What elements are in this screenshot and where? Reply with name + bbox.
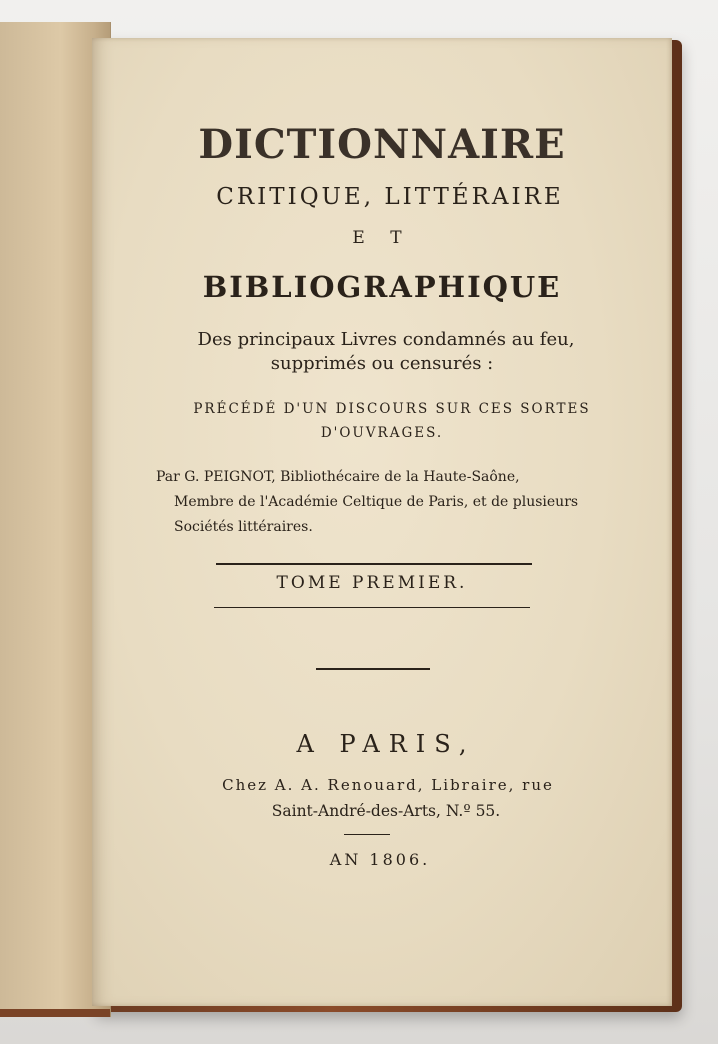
subtitle-line-1: CRITIQUE, LITTÉRAIRE	[216, 184, 564, 210]
conjunction: E T	[352, 228, 412, 248]
divider-rule	[344, 834, 390, 835]
publisher-line-1: Chez A. A. Renouard, Libraire, rue	[222, 776, 554, 794]
title-page	[92, 38, 672, 1006]
divider-rule	[214, 607, 530, 608]
description-line-2: supprimés ou censurés :	[270, 353, 494, 374]
publication-date: AN 1806.	[329, 850, 431, 869]
divider-rule	[316, 668, 430, 670]
preceded-line-2: D'OUVRAGES.	[320, 425, 444, 441]
preceded-line-1: PRÉCÉDÉ D'UN DISCOURS SUR CES SORTES	[193, 401, 591, 417]
subtitle-line-2: BIBLIOGRAPHIQUE	[202, 270, 562, 304]
description-line-1: Des principaux Livres condamnés au feu,	[197, 329, 575, 350]
book-title: DICTIONNAIRE	[198, 121, 566, 168]
publisher-line-2: Saint-André-des-Arts, N.º 55.	[271, 802, 501, 820]
author-line-1: Par G. PEIGNOT, Bibliothécaire de la Haute-Saône,	[156, 469, 520, 485]
author-line-2: Membre de l'Académie Celtique de Paris, et de plusieurs	[174, 494, 579, 510]
divider-rule	[216, 563, 532, 565]
volume-label: TOME PREMIER.	[276, 573, 468, 593]
publication-place: A PARIS,	[296, 730, 476, 758]
author-line-3: Sociétés littéraires.	[174, 519, 313, 535]
